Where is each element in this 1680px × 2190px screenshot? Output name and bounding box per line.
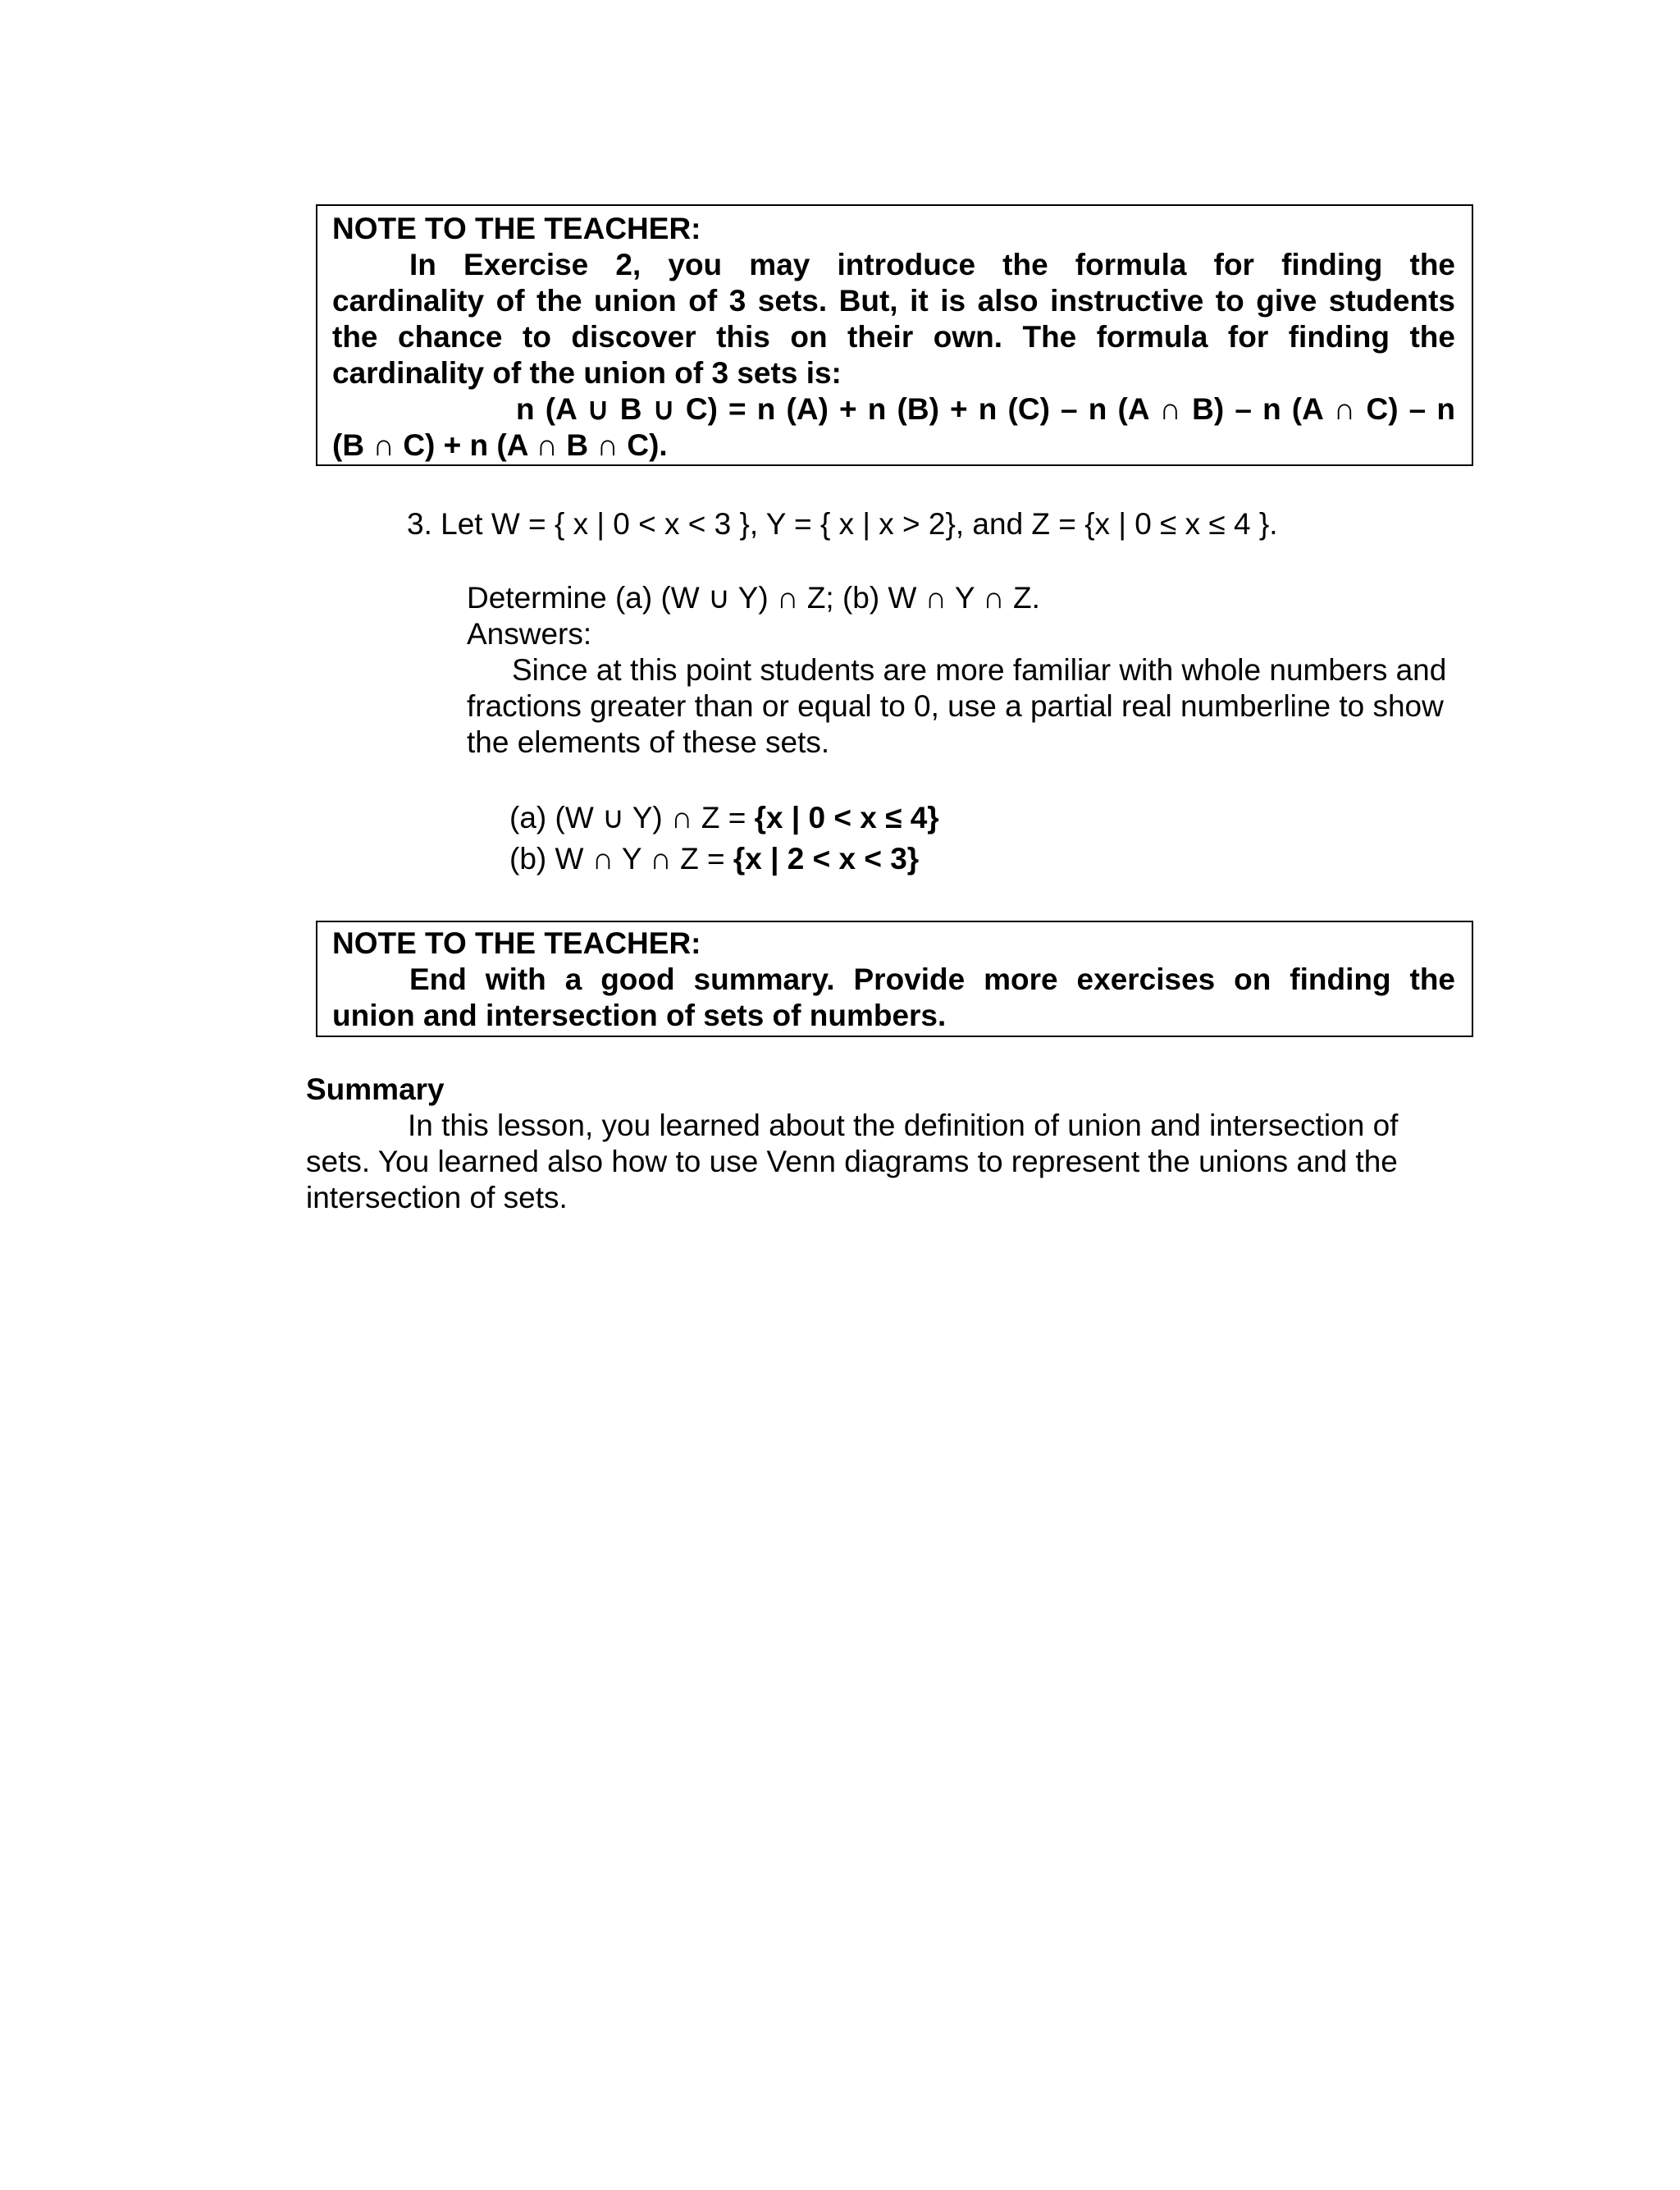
teacher-note-content <box>332 211 1455 427</box>
summary-heading: Summary <box>306 1072 445 1106</box>
answer-b <box>509 841 919 877</box>
explanation-line: Since at this point students are more familiar with whole numbers and <box>512 653 1447 687</box>
teacher-note-title: NOTE TO THE TEACHER: <box>332 212 701 245</box>
answers-label: Answers: <box>467 617 592 651</box>
teacher-note-line: the chance to discover this on their own. The formula for finding the <box>332 320 1455 354</box>
answer-a-expression: (a) (W ∪ Y) ∩ Z = <box>509 801 755 834</box>
explanation-line: the elements of these sets. <box>467 725 830 759</box>
answer-b-value: {x | 2 < x < 3} <box>733 842 920 876</box>
summary-paragraph <box>306 1108 1454 1216</box>
exercise-3-statement: 3. Let W = { x | 0 < x < 3 }, Y = { x | x > 2}, and Z = {x | 0 ≤ x ≤ 4 }. <box>407 507 1278 541</box>
answer-a-value: {x | 0 < x ≤ 4} <box>754 801 939 834</box>
summary-line: sets. You learned also how to use Venn diagrams to represent the unions and the <box>306 1145 1398 1178</box>
answer-a <box>509 800 939 836</box>
cardinality-formula: n (A ∪ B ∪ C) = n (A) + n (B) + n (C) – n (A ∩ B) – n (A ∩ C) – n <box>516 392 1455 426</box>
teacher-note-2-line: End with a good summary. Provide more exercises on finding the <box>409 962 1455 996</box>
answer-b-expression: (b) W ∩ Y ∩ Z = <box>509 842 733 876</box>
teacher-note-2-line: union and intersection of sets of numbers. <box>332 999 947 1032</box>
teacher-note-line: cardinality of the union of 3 sets. But, it is also instructive to give students <box>332 284 1455 318</box>
teacher-note-box-2 <box>316 921 1473 1037</box>
cardinality-formula-continuation: (B ∩ C) + n (A ∩ B ∩ C). <box>332 428 668 462</box>
teacher-note-line: cardinality of the union of 3 sets is: <box>332 356 842 390</box>
summary-line: intersection of sets. <box>306 1181 568 1214</box>
determine-text: Determine (a) (W ∪ Y) ∩ Z; (b) W ∩ Y ∩ Z. <box>467 581 1040 615</box>
answers-explanation <box>467 652 1473 761</box>
teacher-note-line: In Exercise 2, you may introduce the formula for finding the <box>409 248 1455 281</box>
teacher-note-box <box>316 204 1473 466</box>
teacher-note-2-title: NOTE TO THE TEACHER: <box>332 926 701 960</box>
teacher-note-2-content <box>332 926 1455 1034</box>
explanation-line: fractions greater than or equal to 0, use a partial real numberline to show <box>467 689 1444 723</box>
summary-line: In this lesson, you learned about the definition of union and intersection of <box>408 1109 1399 1142</box>
exercise-3-question <box>467 580 1040 652</box>
